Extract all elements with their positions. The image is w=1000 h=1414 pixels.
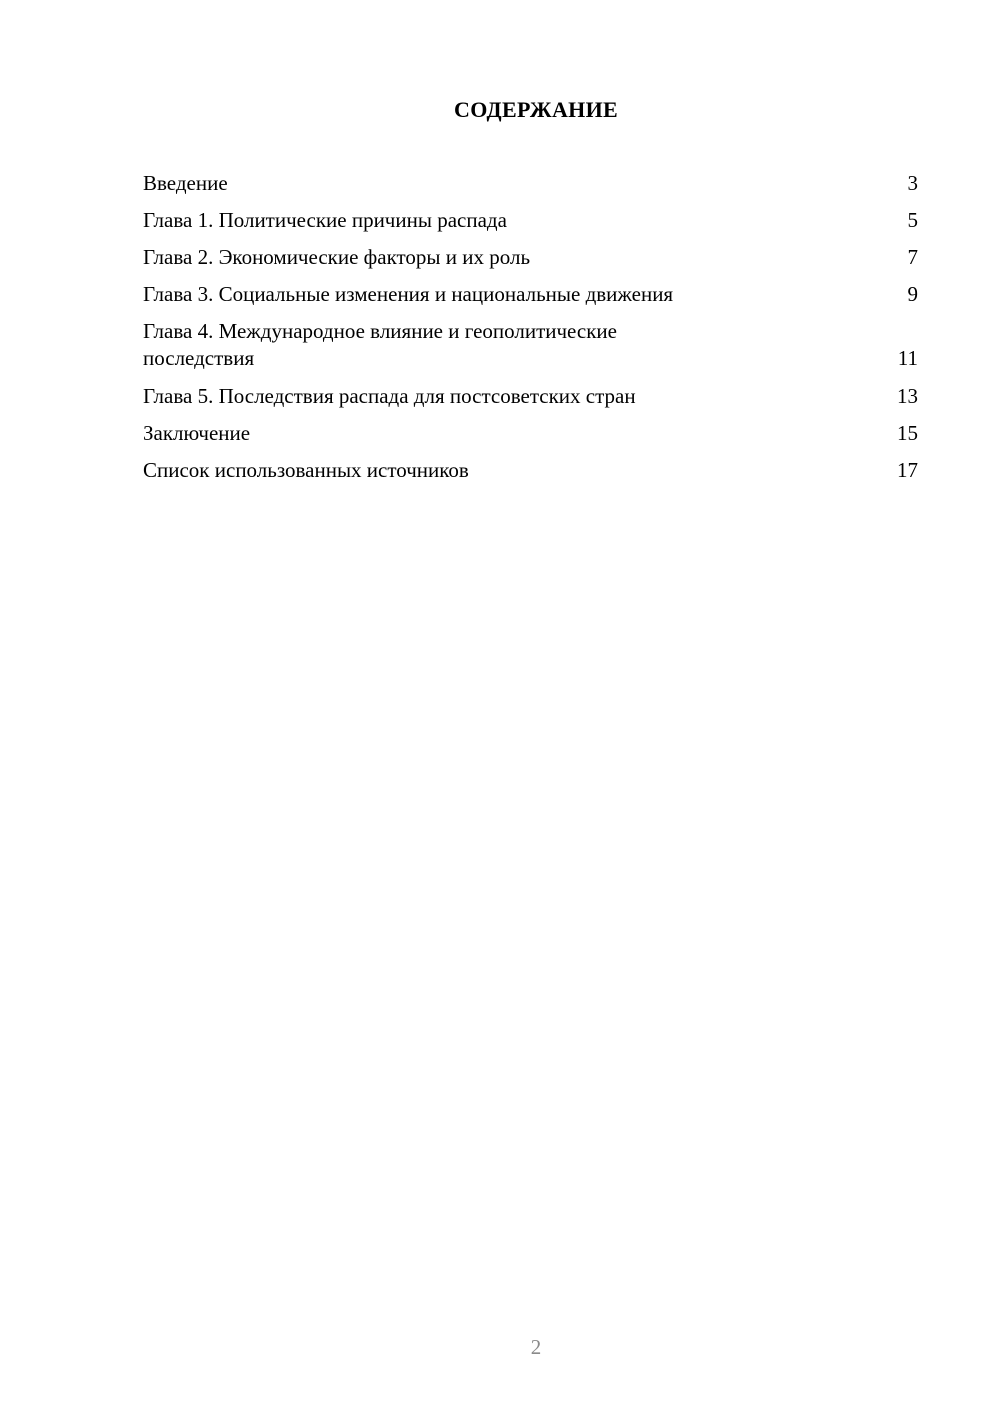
page-title: СОДЕРЖАНИЕ bbox=[454, 97, 618, 122]
toc-entry-page: 7 bbox=[907, 245, 918, 269]
toc-entry-page: 5 bbox=[907, 208, 918, 232]
toc-entry-page: 11 bbox=[897, 346, 918, 370]
toc-entry-chapter-4 bbox=[143, 318, 918, 372]
toc-entry-references bbox=[143, 457, 918, 484]
toc-entry-chapter-2 bbox=[143, 244, 918, 271]
toc-entry-text: Глава 1. Политические причины распада bbox=[143, 208, 507, 232]
toc-entry-text: Введение bbox=[143, 171, 228, 195]
toc-entry-text: Глава 5. Последствия распада для постсоветских стран bbox=[143, 384, 636, 408]
toc-entry-text: Глава 2. Экономические факторы и их роль bbox=[143, 245, 531, 269]
toc-entry-chapter-1 bbox=[143, 207, 918, 234]
toc-entry-page: 15 bbox=[897, 421, 918, 445]
toc-entry-introduction bbox=[143, 170, 918, 197]
toc-entry-conclusion bbox=[143, 420, 918, 447]
toc-entry-page: 17 bbox=[897, 458, 918, 482]
toc-entry-page: 3 bbox=[907, 171, 918, 195]
toc-entry-page: 9 bbox=[907, 282, 918, 306]
toc-entry-chapter-3 bbox=[143, 281, 918, 308]
toc-entry-text: Глава 3. Социальные изменения и национальные движения bbox=[143, 282, 674, 306]
toc-entry-text: Список использованных источников bbox=[143, 458, 469, 482]
toc-entry-text: Глава 4. Международное влияние и геополитические последствия bbox=[143, 319, 617, 370]
page-number: 2 bbox=[530, 1335, 542, 1359]
toc-entry-text: Заключение bbox=[143, 421, 251, 445]
toc-entry-page: 13 bbox=[897, 384, 918, 408]
table-of-contents bbox=[143, 170, 918, 494]
toc-entry-chapter-5 bbox=[143, 383, 918, 410]
